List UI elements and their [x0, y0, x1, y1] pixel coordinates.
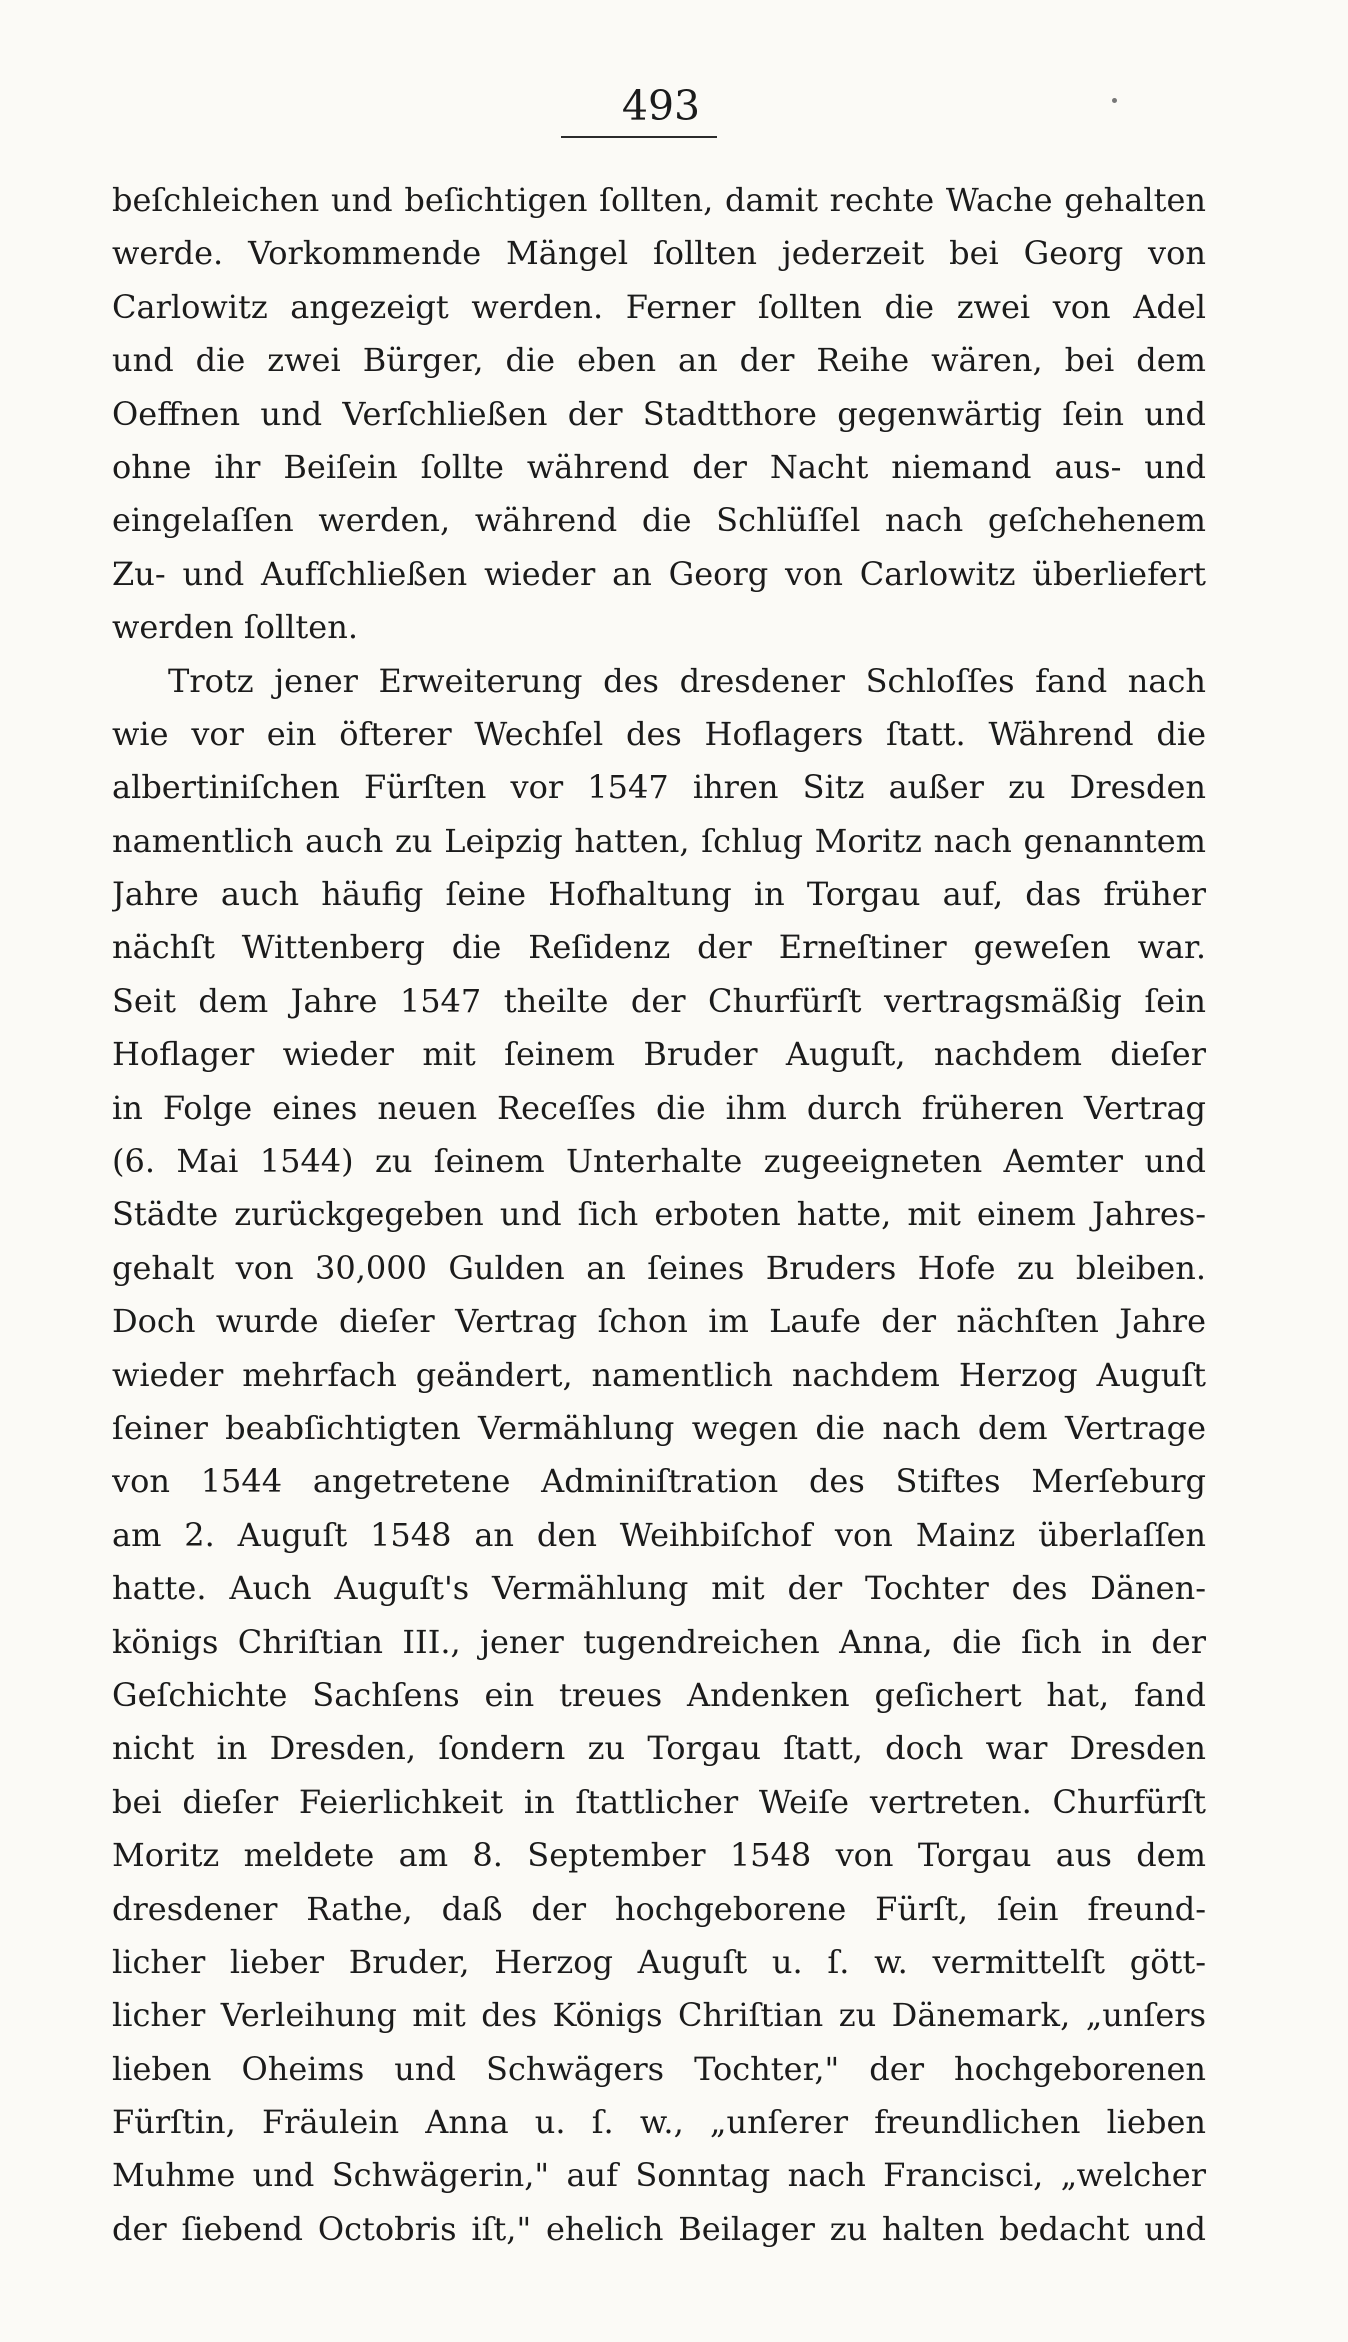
text-line: namentlich auch zu Leipzig hatten, ſchlug Moritz nach genanntem	[112, 821, 1206, 860]
text-line: Doch wurde dieſer Vertrag ſchon im Laufe der nächſten Jahre	[112, 1302, 1206, 1341]
text-line: werde. Vorkommende Mängel ſollten jederzeit bei Georg von	[112, 234, 1206, 273]
text-line: Jahre auch häufig ſeine Hofhaltung in Torgau auf, das früher	[112, 875, 1206, 914]
text-line: lieben Oheims und Schwägers Tochter," der hochgeborenen	[112, 2049, 1206, 2088]
text-line: am 2. Auguſt 1548 an den Weihbiſchof von Mainz überlaſſen	[112, 1515, 1206, 1554]
text-line: Carlowitz angezeigt werden. Ferner ſollten die zwei von Adel	[112, 287, 1206, 326]
text-line: licher Verleihung mit des Königs Chriſtian zu Dänemark, „unſers	[112, 1996, 1206, 2035]
text-line: ſeiner beabſichtigten Vermählung wegen die nach dem Vertrage	[112, 1408, 1206, 1447]
text-line: Muhme und Schwägerin," auf Sonntag nach Francisci, „welcher	[112, 2156, 1206, 2195]
text-line: Oeffnen und Verſchließen der Stadtthore gegenwärtig ſein und	[112, 394, 1206, 433]
text-line: wieder mehrfach geändert, namentlich nachdem Herzog Auguſt	[112, 1355, 1206, 1394]
text-line: dresdener Rathe, daß der hochgeborene Fürſt, ſein freund-	[112, 1889, 1206, 1928]
text-line: (6. Mai 1544) zu ſeinem Unterhalte zugeeigneten Aemter und	[112, 1142, 1206, 1181]
text-line: beſchleichen und beſichtigen ſollten, damit rechte Wache gehalten	[112, 181, 1206, 219]
text-line: eingelaſſen werden, während die Schlüſſel nach geſchehenem	[112, 501, 1206, 540]
text-line: königs Chriſtian III., jener tugendreichen Anna, die ſich in der	[112, 1622, 1206, 1661]
text-line: hatte. Auch Auguſt's Vermählung mit der Tochter des Dänen-	[112, 1569, 1206, 1608]
text-line: Hoflager wieder mit ſeinem Bruder Auguſt, nachdem dieſer	[112, 1035, 1206, 1074]
text-line: von 1544 angetretene Adminiſtration des Stiftes Merſeburg	[112, 1462, 1206, 1501]
text-line: ohne ihr Beiſein ſollte während der Nacht niemand aus- und	[112, 447, 1206, 486]
text-line: Geſchichte Sachſens ein treues Andenken geſichert hat, fand	[112, 1675, 1206, 1714]
text-line: und die zwei Bürger, die eben an der Reihe wären, bei dem	[112, 341, 1206, 380]
text-line: nächſt Wittenberg die Reſidenz der Erneſtiner geweſen war.	[112, 928, 1206, 967]
text-line: licher lieber Bruder, Herzog Auguſt u. ſ. w. vermittelſt gött-	[112, 1942, 1206, 1981]
text-line: werden ſollten.	[112, 608, 358, 647]
text-line: albertiniſchen Fürſten vor 1547 ihren Sitz außer zu Dresden	[112, 768, 1206, 807]
text-line: nicht in Dresden, ſondern zu Torgau ſtatt, doch war Dresden	[112, 1729, 1206, 1768]
header-rule	[561, 136, 717, 138]
text-line: gehalt von 30,000 Gulden an ſeines Bruders Hofe zu bleiben.	[112, 1248, 1206, 1287]
text-line: Städte zurückgegeben und ſich erboten hatte, mit einem Jahres-	[112, 1195, 1206, 1234]
text-line: in Folge eines neuen Receſſes die ihm durch früheren Vertrag	[112, 1088, 1206, 1127]
text-line: bei dieſer Feierlichkeit in ſtattlicher Weiſe vertreten. Churfürſt	[112, 1782, 1206, 1821]
text-line: Fürſtin, Fräulein Anna u. ſ. w., „unſerer freundlichen lieben	[112, 2103, 1206, 2142]
ink-speck	[1112, 98, 1117, 103]
text-line: Trotz jener Erweiterung des dresdener Schloſſes fand nach	[168, 661, 1206, 700]
text-line: der ſiebend Octobris iſt," ehelich Beilager zu halten bedacht und	[112, 2209, 1206, 2248]
body-text	[112, 174, 1206, 2256]
page-number: 493	[621, 82, 701, 130]
text-line: Moritz meldete am 8. September 1548 von Torgau aus dem	[112, 1836, 1206, 1875]
text-line: wie vor ein öfterer Wechſel des Hoflagers ſtatt. Während die	[112, 714, 1206, 753]
text-line: Seit dem Jahre 1547 theilte der Churfürſt vertragsmäßig ſein	[112, 981, 1206, 1020]
text-line: Zu- und Aufſchließen wieder an Georg von Carlowitz überliefert	[112, 554, 1206, 593]
